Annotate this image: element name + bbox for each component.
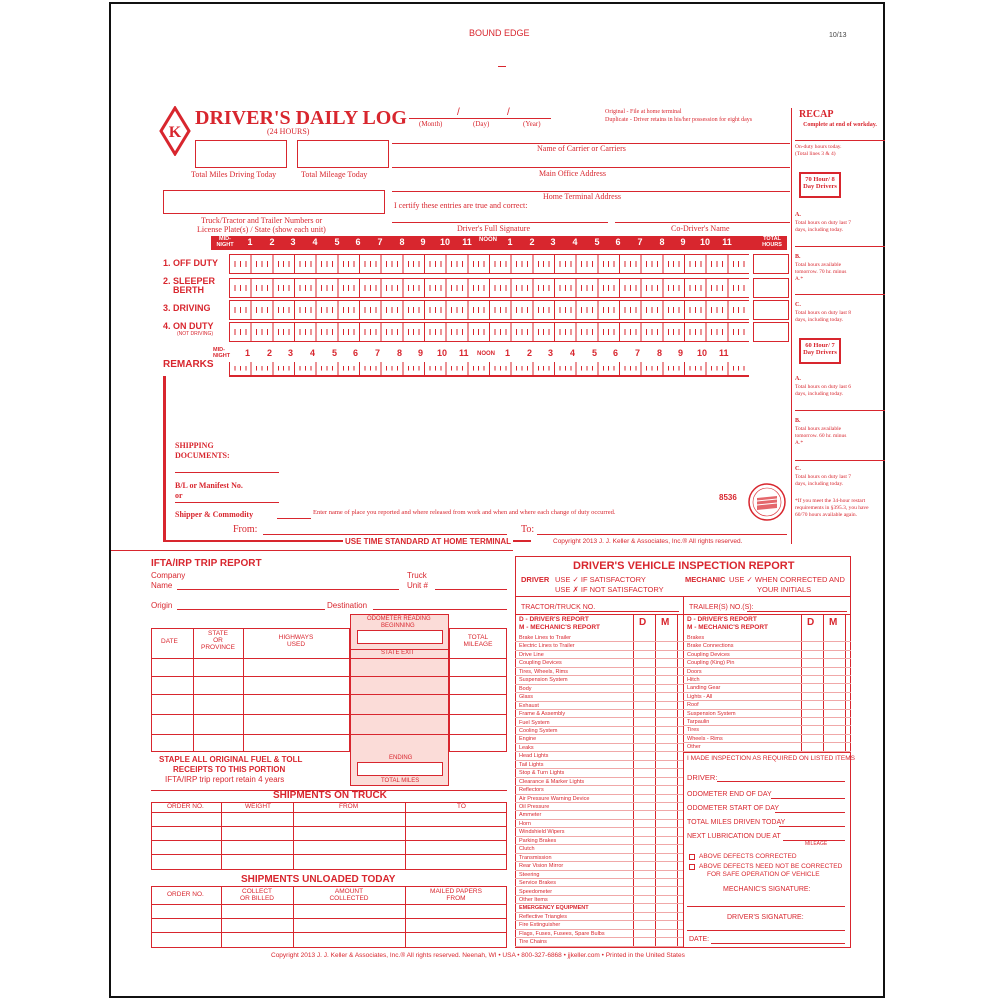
checklist-item-label: Doors bbox=[687, 668, 702, 675]
checklist-row[interactable] bbox=[515, 651, 683, 659]
checklist-item-label: Service Brakes bbox=[519, 880, 556, 887]
checklist-item-label: Suspension System bbox=[687, 710, 736, 717]
bound-edge-label: BOUND EDGE bbox=[469, 28, 530, 38]
center-mark bbox=[498, 66, 506, 67]
total-off-duty-field[interactable] bbox=[753, 254, 789, 274]
truck-numbers-field[interactable] bbox=[163, 190, 385, 214]
checklist-row[interactable] bbox=[515, 735, 683, 743]
checklist-row[interactable] bbox=[515, 727, 683, 735]
origin-field[interactable] bbox=[177, 609, 325, 610]
recap-60-a: Total hours on duty last 6 days, including today. bbox=[795, 384, 851, 397]
remarks-ticks bbox=[229, 362, 749, 376]
row-berth-label: BERTH bbox=[173, 285, 204, 295]
checklist-row[interactable] bbox=[515, 913, 683, 921]
odometer-beginning-field[interactable] bbox=[357, 630, 443, 644]
midnight-label: MID- NIGHT bbox=[216, 236, 234, 248]
checklist-row[interactable] bbox=[515, 938, 683, 946]
checklist-item-label: Flags, Fuses, Fusees, Spare Bulbs bbox=[519, 930, 605, 937]
recap-60-b: Total hours available tomorrow. 60 hr. minus A.* bbox=[795, 426, 847, 446]
trailer-checklist[interactable] bbox=[683, 634, 851, 752]
checklist-row[interactable] bbox=[515, 769, 683, 777]
safe-operation-label: FOR SAFE OPERATION OF VEHICLE bbox=[707, 871, 820, 878]
trailer-no-label: TRAILER(S) NO.(S): bbox=[689, 604, 754, 611]
checklist-row[interactable] bbox=[515, 786, 683, 794]
main-office-label: Main Office Address bbox=[539, 169, 606, 178]
checklist-row[interactable] bbox=[515, 685, 683, 693]
checklist-item-label: Transmission bbox=[519, 854, 552, 861]
checklist-row[interactable] bbox=[683, 642, 851, 650]
from-label: From: bbox=[233, 524, 258, 535]
ending-label: ENDING bbox=[389, 755, 413, 761]
checklist-row[interactable] bbox=[515, 888, 683, 896]
total-on-duty-field[interactable] bbox=[753, 322, 789, 342]
row-driving-label: 3. DRIVING bbox=[163, 303, 211, 313]
checklist-row[interactable] bbox=[683, 693, 851, 701]
checklist-row[interactable] bbox=[515, 896, 683, 904]
company-name-field[interactable] bbox=[177, 589, 399, 590]
checklist-item-label: Other Items bbox=[519, 896, 548, 903]
main-office-field[interactable] bbox=[392, 154, 790, 168]
checklist-row[interactable] bbox=[515, 904, 683, 912]
odometer-ending-field[interactable] bbox=[357, 762, 443, 776]
checklist-item-label: Cooling System bbox=[519, 727, 558, 734]
row-off-duty-label: 1. OFF DUTY bbox=[163, 258, 219, 268]
recap-title: RECAP bbox=[799, 109, 834, 120]
driver-name-label: DRIVER: bbox=[687, 773, 718, 782]
shipments-on-title: SHIPMENTS ON TRUCK bbox=[273, 790, 387, 801]
total-miles-driving-field[interactable] bbox=[195, 140, 287, 168]
checklist-item-label: Engine bbox=[519, 736, 537, 743]
checklist-item-label: Clearance & Marker Lights bbox=[519, 778, 585, 785]
checklist-item-label: Fire Extinguisher bbox=[519, 922, 561, 929]
checklist-item-label: Horn bbox=[519, 820, 531, 827]
shipper-label: Shipper & Commodity bbox=[175, 510, 254, 519]
shipments-unloaded-title: SHIPMENTS UNLOADED TODAY bbox=[241, 874, 396, 885]
checklist-row[interactable] bbox=[515, 642, 683, 650]
truck-numbers-label: Truck/Tractor and Trailer Numbers or bbox=[201, 216, 323, 225]
total-mileage-label: Total Mileage Today bbox=[301, 170, 368, 179]
checklist-item-label: Hitch bbox=[687, 677, 700, 683]
destination-label: Destination bbox=[327, 601, 368, 610]
defects-not-needed-checkbox[interactable] bbox=[689, 864, 695, 870]
receipts-note: RECEIPTS TO THIS PORTION bbox=[173, 765, 286, 774]
remarks-copyright: Copyright 2013 J. J. Keller & Associates, Inc.® All rights reserved. bbox=[553, 538, 743, 545]
checklist-row[interactable] bbox=[515, 710, 683, 718]
original-note: Original - File at home terminal bbox=[605, 109, 682, 115]
made-inspection-label: I MADE INSPECTION AS REQUIRED ON LISTED ITEMS bbox=[687, 755, 855, 762]
checklist-item-label: Body bbox=[519, 685, 532, 692]
total-driving-field[interactable] bbox=[753, 300, 789, 320]
checklist-item-label: Landing Gear bbox=[687, 685, 721, 692]
duplicate-note: Duplicate - Driver retains in his/her possession for eight days bbox=[605, 117, 753, 123]
checklist-item-label: Wheels - Rims bbox=[687, 735, 723, 742]
checklist-row[interactable] bbox=[683, 684, 851, 692]
use-time-note: USE TIME STANDARD AT HOME TERMINAL bbox=[345, 537, 512, 546]
checklist-item-label: Steering bbox=[519, 871, 540, 878]
remarks-label: REMARKS bbox=[163, 359, 214, 370]
use-check-label: USE ✓ IF SATISFACTORY bbox=[555, 575, 646, 584]
checklist-row[interactable] bbox=[683, 718, 851, 726]
m-report-label: M - MECHANIC'S REPORT bbox=[519, 624, 600, 631]
checklist-item-label: Brake Connections bbox=[687, 643, 734, 650]
checklist-row[interactable] bbox=[515, 854, 683, 862]
checklist-row[interactable] bbox=[515, 845, 683, 853]
to-label: To: bbox=[521, 524, 535, 535]
checklist-item-label: Stop & Turn Lights bbox=[519, 770, 565, 777]
checklist-row[interactable] bbox=[515, 719, 683, 727]
certify-label: I certify these entries are true and correct: bbox=[394, 201, 528, 210]
driver-signature-line[interactable] bbox=[392, 222, 608, 223]
checklist-row[interactable] bbox=[683, 710, 851, 718]
total-miles-driving-label: Total Miles Driving Today bbox=[191, 170, 277, 179]
inspection-driver-signature-field[interactable] bbox=[687, 930, 845, 931]
sleeper-grid[interactable] bbox=[229, 278, 749, 298]
form-title: DRIVER'S DAILY LOG bbox=[195, 107, 407, 129]
recap-60-c: Total hours on duty last 7 days, including today. bbox=[795, 474, 851, 487]
to-field[interactable] bbox=[537, 534, 787, 535]
checklist-item-label: Coupling Devices bbox=[687, 651, 730, 658]
checklist-row[interactable] bbox=[515, 778, 683, 786]
checklist-item-label: Electric Lines to Trailer bbox=[519, 643, 575, 650]
form-number: 8536 bbox=[719, 493, 737, 502]
date-line bbox=[409, 118, 551, 119]
checklist-item-label: Leaks bbox=[519, 744, 534, 751]
checklist-item-label: Roof bbox=[687, 702, 699, 709]
checklist-item-label: Parking Brakes bbox=[519, 837, 557, 844]
checklist-item-label: Rear Vision Mirror bbox=[519, 863, 564, 870]
defects-corrected-label: ABOVE DEFECTS CORRECTED bbox=[699, 853, 797, 860]
checklist-row[interactable] bbox=[515, 752, 683, 760]
d-report-label: D - DRIVER'S REPORT bbox=[519, 616, 589, 623]
checklist-item-label: Tail Lights bbox=[519, 761, 544, 768]
from-field[interactable] bbox=[263, 534, 507, 535]
home-terminal-label: Home Terminal Address bbox=[543, 192, 621, 201]
co-driver-label: Co-Driver's Name bbox=[671, 224, 730, 233]
sixty-hour-box: 60 Hour/ 7 Day Drivers bbox=[799, 338, 841, 364]
highways-col-label: HIGHWAYS USED bbox=[278, 634, 314, 648]
row-sleeper-label: 2. SLEEPER bbox=[163, 276, 216, 286]
checklist-item-label: Drive Line bbox=[519, 651, 544, 658]
checklist-row[interactable] bbox=[515, 676, 683, 684]
checklist-item-label: Other bbox=[687, 744, 701, 751]
checklist-row[interactable] bbox=[683, 726, 851, 734]
mechanic-key-label: MECHANIC bbox=[685, 575, 726, 584]
mechanic-use-label: USE ✓ WHEN CORRECTED AND bbox=[729, 575, 845, 584]
checklist-item-label: Brakes bbox=[687, 635, 705, 641]
checklist-item-label: Suspension System bbox=[519, 677, 568, 684]
checklist-item-label: Reflective Triangles bbox=[519, 913, 567, 920]
form-subtitle: (24 HOURS) bbox=[267, 127, 310, 136]
keller-logo-icon bbox=[159, 106, 191, 156]
hour-bar-top: MID- NIGHT 1 2 3 4 5 6 7 8 9 10 11 NOON 1 2 3 4 5 6 7 8 9 10 11 TOTAL HOURS bbox=[211, 236, 787, 250]
state-exit-label: STATE EXIT bbox=[381, 650, 415, 656]
driver-signature-label: Driver's Full Signature bbox=[457, 224, 530, 233]
recap-on-duty: On-duty hours today. (Total lines 3 & 4) bbox=[795, 144, 842, 157]
hour-bar-bottom: MID- NIGHT 1 2 3 4 5 6 7 8 9 10 11 NOON 1 2 3 4 5 6 7 8 9 10 11 bbox=[213, 347, 729, 359]
checklist-item-label: EMERGENCY EQUIPMENT bbox=[519, 905, 589, 912]
recap-70-c: Total hours on duty last 8 days, including today. bbox=[795, 310, 851, 323]
checklist-row[interactable] bbox=[683, 651, 851, 659]
odo-start-field[interactable] bbox=[775, 812, 845, 813]
defects-corrected-checkbox[interactable] bbox=[689, 854, 695, 860]
form-revision: 10/13 bbox=[829, 32, 847, 39]
beginning-label: BEGINNING bbox=[381, 623, 415, 629]
date-month-label: (Month) bbox=[419, 120, 443, 128]
inspection-driver-field[interactable] bbox=[717, 781, 845, 782]
checklist-row[interactable] bbox=[515, 811, 683, 819]
carrier-name-label: Name of Carrier or Carriers bbox=[537, 144, 626, 153]
tractor-checklist[interactable] bbox=[515, 634, 683, 948]
total-driven-field[interactable] bbox=[779, 826, 845, 827]
checklist-item-label: Oil Pressure bbox=[519, 804, 550, 810]
footer-copyright: Copyright 2013 J. J. Keller & Associates, Inc.® All rights reserved. Neenah, WI • USA • 800-327-6868 • jjkeller.com • Printed in the United States bbox=[271, 952, 685, 959]
checklist-row[interactable] bbox=[683, 634, 851, 642]
use-x-label: USE ✗ IF NOT SATISFACTORY bbox=[555, 585, 664, 594]
retain-note: IFTA/IRP trip report retain 4 years bbox=[165, 775, 285, 784]
checklist-item-label: Ammeter bbox=[519, 812, 542, 819]
checklist-item-label: Fuel System bbox=[519, 719, 550, 726]
mechanic-signature-field[interactable] bbox=[687, 906, 845, 907]
checklist-row[interactable] bbox=[683, 668, 851, 676]
unit-field[interactable] bbox=[435, 589, 507, 590]
checklist-item-label: Tire Chains bbox=[519, 939, 547, 946]
enter-name-note: Enter name of place you reported and where released from work and when and where each change of duty occurred. bbox=[313, 509, 616, 516]
checklist-row[interactable] bbox=[683, 735, 851, 743]
flag-seal-icon bbox=[747, 482, 787, 522]
shipping-label: SHIPPING bbox=[175, 441, 214, 450]
inspection-title: DRIVER'S VEHICLE INSPECTION REPORT bbox=[573, 560, 795, 572]
checklist-item-label: Coupling Devices bbox=[519, 660, 562, 667]
recap-complete: Complete at end of workday. bbox=[803, 122, 877, 128]
checklist-item-label: Clutch bbox=[519, 846, 535, 853]
odo-end-label: ODOMETER END OF DAY bbox=[687, 791, 772, 798]
checklist-item-label: Coupling (King) Pin bbox=[687, 660, 735, 667]
total-mileage-field[interactable] bbox=[297, 140, 389, 168]
checklist-item-label: Head Lights bbox=[519, 753, 549, 760]
checklist-row[interactable] bbox=[515, 634, 683, 642]
bl-label: B/L or Manifest No. bbox=[175, 481, 243, 490]
or-label: or bbox=[175, 491, 183, 500]
mileage-col-label: TOTAL MILEAGE bbox=[463, 634, 493, 648]
checklist-row[interactable] bbox=[515, 828, 683, 836]
checklist-item-label: Reflectors bbox=[519, 787, 544, 794]
checklist-item-label: Glass bbox=[519, 694, 534, 701]
checklist-row[interactable] bbox=[515, 761, 683, 769]
inspection-date-label: DATE: bbox=[689, 936, 710, 943]
state-col-label: STATE OR PROVINCE bbox=[201, 630, 235, 651]
checklist-row[interactable] bbox=[515, 659, 683, 667]
checklist-row[interactable] bbox=[515, 879, 683, 887]
staple-note: STAPLE ALL ORIGINAL FUEL & TOLL bbox=[159, 755, 303, 764]
ifta-rows[interactable] bbox=[151, 658, 507, 752]
tractor-no-field[interactable] bbox=[579, 611, 679, 612]
checklist-row[interactable] bbox=[515, 921, 683, 929]
inspection-date-field[interactable] bbox=[711, 943, 845, 944]
checklist-row[interactable] bbox=[515, 744, 683, 752]
checklist-row[interactable] bbox=[683, 701, 851, 709]
checklist-row[interactable] bbox=[515, 702, 683, 710]
checklist-row[interactable] bbox=[683, 676, 851, 684]
driving-grid[interactable] bbox=[229, 300, 749, 320]
checklist-item-label: Windshield Wipers bbox=[519, 829, 565, 836]
date-col-label: DATE bbox=[161, 638, 178, 645]
origin-label: Origin bbox=[151, 601, 173, 610]
recap-70-a: Total hours on duty last 7 days, including today. bbox=[795, 220, 851, 233]
checklist-row[interactable] bbox=[515, 930, 683, 938]
checklist-item-label: Speedometer bbox=[519, 888, 553, 895]
checklist-item-label: Air Pressure Warning Device bbox=[519, 795, 590, 802]
total-sleeper-field[interactable] bbox=[753, 278, 789, 298]
next-lube-label: NEXT LUBRICATION DUE AT bbox=[687, 833, 781, 840]
tractor-no-label: TRACTOR/TRUCK NO. bbox=[521, 604, 596, 611]
checklist-row[interactable] bbox=[515, 820, 683, 828]
checklist-row[interactable] bbox=[515, 693, 683, 701]
checklist-item-label: Lights - All bbox=[687, 693, 713, 700]
documents-label: DOCUMENTS: bbox=[175, 451, 230, 460]
seventy-hour-box: 70 Hour/ 8 Day Drivers bbox=[799, 172, 841, 198]
unit-label: Unit # bbox=[407, 581, 428, 590]
mileage-label: MILEAGE bbox=[805, 841, 828, 847]
defects-not-needed-label: ABOVE DEFECTS NEED NOT BE CORRECTED bbox=[699, 863, 843, 870]
checklist-item-label: Tarpaulin bbox=[687, 719, 710, 725]
row-on-duty-label: 4. ON DUTY bbox=[163, 321, 214, 331]
total-driven-label: TOTAL MILES DRIVEN TODAY bbox=[687, 819, 786, 826]
date-year-label: (Year) bbox=[523, 120, 541, 128]
checklist-row[interactable] bbox=[515, 795, 683, 803]
row-not-driving-label: (NOT DRIVING) bbox=[177, 331, 214, 337]
odometer-label: ODOMETER READING bbox=[367, 616, 431, 622]
checklist-item-label: Frame & Assembly bbox=[519, 711, 566, 718]
recap-note: *If you meet the 34-hour restart requirements in §395.3, you have 60/70 hours available again. bbox=[795, 498, 869, 518]
svg-text:K: K bbox=[168, 124, 182, 141]
ifta-title: IFTA/IRP TRIP REPORT bbox=[151, 558, 262, 569]
co-driver-line[interactable] bbox=[615, 222, 790, 223]
checklist-row[interactable] bbox=[515, 862, 683, 870]
remarks-area[interactable] bbox=[167, 378, 787, 468]
checklist-item-label: Tires, Wheels, Rims bbox=[519, 668, 568, 675]
mechanic-signature-label: MECHANIC'S SIGNATURE: bbox=[723, 886, 811, 893]
odo-start-label: ODOMETER START OF DAY bbox=[687, 805, 780, 812]
checklist-item-label: Tires bbox=[687, 727, 700, 734]
trailer-no-field[interactable] bbox=[747, 611, 847, 612]
checklist-row[interactable] bbox=[515, 668, 683, 676]
license-plates-label: License Plate(s) / State (show each unit) bbox=[197, 225, 326, 234]
company-label: Company bbox=[151, 571, 186, 580]
date-day-label: (Day) bbox=[473, 120, 490, 128]
mechanic-initials-label: YOUR INITIALS bbox=[757, 585, 812, 594]
on-duty-grid[interactable] bbox=[229, 322, 749, 342]
recap-70-b: Total hours available tomorrow. 70 hr. minus A.* bbox=[795, 262, 847, 282]
checklist-row[interactable] bbox=[683, 659, 851, 667]
checklist-row[interactable] bbox=[515, 803, 683, 811]
total-miles-label: TOTAL MILES bbox=[381, 778, 420, 784]
odo-end-field[interactable] bbox=[771, 798, 845, 799]
off-duty-grid[interactable] bbox=[229, 254, 749, 274]
driver-key-label: DRIVER bbox=[521, 575, 550, 584]
name-label: Name bbox=[151, 581, 173, 590]
truck-label: Truck bbox=[407, 571, 427, 580]
destination-field[interactable] bbox=[373, 609, 507, 610]
checklist-row[interactable] bbox=[515, 837, 683, 845]
log-form-sheet: BOUND EDGE 10/13 K DRIVER'S DAILY LOG (24 HOURS) / / (Month) (Day) (Year) Original - File at home terminal Duplicate - Driver retains in his/her possession for eight days Total Miles Driving Today Total Mileage Today Name of Carrier or Carriers Main Office Address Home Terminal Address I certify these entries are true and correct: Truck/Tractor and Trailer Numbers or License Plate(s) / State (show each unit) Driver's Full Signature Co-Driver's Name MID- NIGHT 1 2 3 4 5 6 7 8 9 10 11 NOON 1 2 3 4 5 6 7 8 9 10 11 TOTAL HOURS 1. OFF DUTY 2. SLEEPER BERTH 3. DRIVING 4. ON DUTY (NOT DRIVING) MID- NIGHT 1 2 3 4 5 6 7 8 9 10 11 NOON 1 2 3 4 5 6 7 8 9 10 11 REMARKS SHIPPING DOCUMENTS: B/L or Manifest No. or Shipper & Commodity 8536 Enter name of place you reported and where released from work and when and where each change of duty occurred. From: To: USE TIME STANDARD AT HOME TERMINAL Copyright 2013 J. J. Keller & Associates, Inc.® All rights reserved. RECAP Complete at end of workday. On-duty hours today. (Total lines 3 & 4) 70 Hour/ 8 Day Drivers A. Total hours on duty last 7 days, including today. B. Total hours available tomorrow. 70 hr. minus A.* C. Total hours on duty last 8 days, including today. 60 Hour/ 7 Day Drivers A. Total hours on duty last 6 days, including today. B. Total hours available tomorrow. 60 hr. minus A.* C. Total hours on duty last 7 days, including today. *If you meet the 34-hour restart requirements in §395.3, you have 60/70 hours available again. IFTA/IRP TRIP REPORT Company Name Truck Unit # Origin Destination ODOMETER READING BEGINNING STATE EXIT DATE STATE OR PROVINCE HIGHWAYS USED TOTAL MILEAGE STAPLE ALL ORIGINAL FUEL & TOLL RECEIPTS TO THIS PORTION IFTA/IRP trip report retain 4 years ENDING TOTAL MILES SHIPMENTS ON TRUCK ORDER NO. WEIGHT FROM TO SHIPMENTS UNLOADED TODAY ORDER NO. COLLECT OR BILLED AMOUNT COLLECTED MAILED PAPERS FROM DRIVER'S VEHICLE INSPECTION REPORT DRIVER USE ✓ IF SATISFACTORY USE ✗ IF NOT SATISFACTORY MECHANIC USE ✓ WHEN CORRECTED AND YOUR INITIALS TRACTOR/TRUCK NO. D - DRIVER'S REPORT M - MECHANIC'S REPORT D M Brake Lines to Trailer Electric Lines to Trailer Drive Line Coupling Devices Tires, Wheels, Rims Suspension System Body Glass Exhaust Frame & Assembly Fuel System Cooling System Engine Leaks Head Lights Tail Lights Stop & Turn Lights Clearance & Marker Lights Reflectors Air Pressure Warning Device Oil Pressure Ammeter Horn Windshield Wipers Parking Brakes Clutch Transmission Rear Vision Mirror Steering Service Brakes Speedometer Other Items EMERGENCY EQUIPMENT Reflective Triangles Fire Extinguisher Flags, Fuses, Fusees, Spare Bulbs Tire Chains TRAILER(S) NO.(S): D - DRIVER'S REPORT M - MECHANIC'S REPORT D M Brakes Brake Connections Coupling Devices Coupling (King) Pin Doors Hitch Landing Gear Lights - All Roof Suspension System Tarpaulin Tires Wheels - Rims Other I MADE INSPECTION AS REQUIRED ON LISTED ITEMS DRIVER: ODOMETER END OF DAY ODOMETER START OF DAY TOTAL MILES DRIVEN TODAY NEXT LUBRICATION DUE AT MILEAGE ABOVE DEFECTS CORRECTED ABOVE DEFECTS NEED NOT BE CORRECTED FOR SAFE OPERATION OF VEHICLE MECHANIC'S SIGNATURE: DRIVER'S SIGNATURE: DATE: Copyright 2013 J. J. Keller & Associates, Inc.® All rights reserved. Neenah, WI • USA • 800-327-6868 • jjkeller.com • Printed in the United States bbox=[109, 2, 885, 998]
driver-signature-label-2: DRIVER'S SIGNATURE: bbox=[727, 914, 804, 921]
total-hours-label: TOTAL HOURS bbox=[762, 236, 782, 248]
checklist-item-label: Brake Lines to Trailer bbox=[519, 635, 571, 641]
checklist-item-label: Exhaust bbox=[519, 702, 539, 709]
checklist-row[interactable] bbox=[683, 743, 851, 751]
checklist-row[interactable] bbox=[515, 871, 683, 879]
remarks-left-bar bbox=[163, 376, 166, 541]
